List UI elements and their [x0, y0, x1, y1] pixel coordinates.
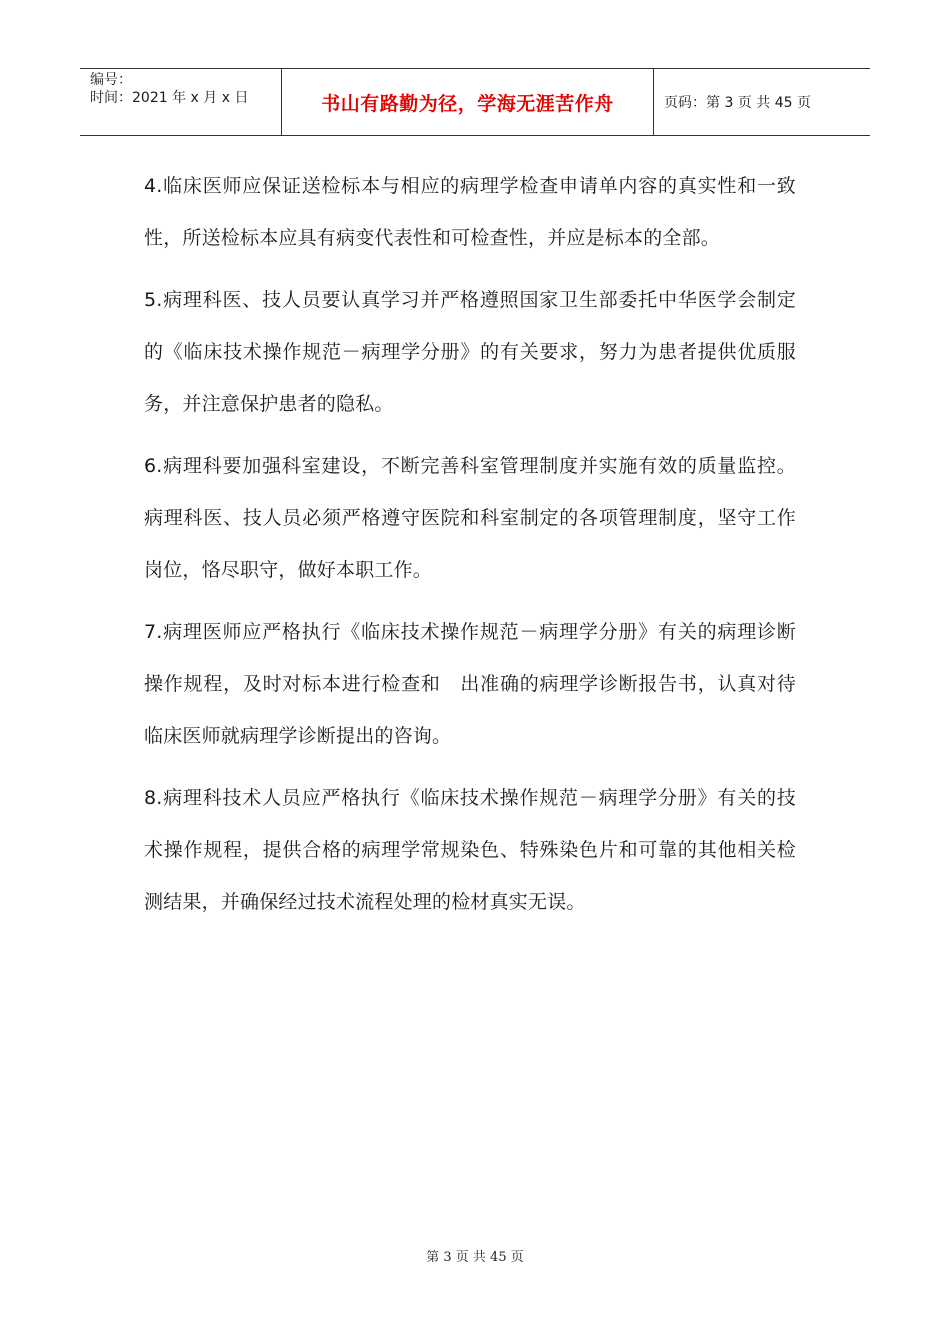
page-header: [80, 68, 870, 136]
paragraph-5: 5.病理科医、技人员要认真学习并严格遵照国家卫生部委托中华医学会制定的《临床技术操作规范－病理学分册》的有关要求，努力为患者提供优质服务，并注意保护患者的隐私。: [144, 289, 796, 415]
page-footer: 第 3 页 共 45 页: [426, 1250, 524, 1265]
paragraph-4: 4.临床医师应保证送检标本与相应的病理学检查申请单内容的真实性和一致性，所送检标本应具有病变代表性和可检查性，并应是标本的全部。: [144, 175, 796, 249]
paragraph-7: 7.病理医师应严格执行《临床技术操作规范－病理学分册》有关的病理诊断操作规程，及时对标本进行检查和 出准确的病理学诊断报告书，认真对待临床医师就病理学诊断提出的咨询。: [144, 621, 796, 747]
document-number-label: 编号：: [90, 72, 132, 88]
header-meta: [80, 69, 282, 135]
document-date-label: 时间：2021 年 x 月 x 日: [90, 90, 249, 106]
paragraph-6: 6.病理科要加强科室建设，不断完善科室管理制度并实施有效的质量监控。病理科医、技人员必须严格遵守医院和科室制定的各项管理制度，坚守工作岗位，恪尽职守，做好本职工作。: [144, 455, 796, 581]
header-page-info: 页码：第 3 页 共 45 页: [664, 95, 811, 111]
header-motto: 书山有路勤为径，学海无涯苦作舟: [282, 69, 654, 135]
document-body: [144, 160, 796, 938]
paragraph-8: 8.病理科技术人员应严格执行《临床技术操作规范－病理学分册》有关的技术操作规程，提供合格的病理学常规染色、特殊染色片和可靠的其他相关检测结果，并确保经过技术流程处理的检材真实无误。: [144, 787, 796, 913]
